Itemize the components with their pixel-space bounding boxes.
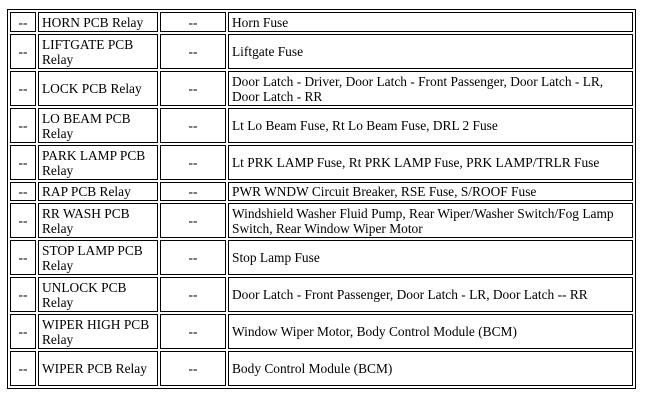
row-marker-cell: -- (10, 71, 36, 106)
row-marker-cell: -- (160, 108, 226, 143)
row-marker-cell: -- (160, 145, 226, 180)
row-marker-cell: -- (160, 351, 226, 386)
relay-name-cell: WIPER PCB Relay (38, 351, 158, 386)
protected-circuits-cell: Liftgate Fuse (228, 34, 633, 69)
table-row (10, 34, 633, 69)
row-marker-cell: -- (160, 277, 226, 312)
row-marker-cell: -- (10, 203, 36, 238)
row-marker-cell: -- (160, 12, 226, 32)
row-marker-cell: -- (160, 182, 226, 201)
relay-table (7, 9, 636, 389)
protected-circuits-cell: Horn Fuse (228, 12, 633, 32)
row-marker-cell: -- (160, 34, 226, 69)
relay-name-cell: WIPER HIGH PCB Relay (38, 314, 158, 349)
protected-circuits-cell: Door Latch - Driver, Door Latch - Front Passenger, Door Latch - LR, Door Latch - RR (228, 71, 633, 106)
protected-circuits-cell: Lt Lo Beam Fuse, Rt Lo Beam Fuse, DRL 2 Fuse (228, 108, 633, 143)
protected-circuits-cell: Lt PRK LAMP Fuse, Rt PRK LAMP Fuse, PRK LAMP/TRLR Fuse (228, 145, 633, 180)
row-marker-cell: -- (160, 203, 226, 238)
row-marker-cell: -- (10, 108, 36, 143)
table-row (10, 203, 633, 238)
protected-circuits-cell: PWR WNDW Circuit Breaker, RSE Fuse, S/ROOF Fuse (228, 182, 633, 201)
row-marker-cell: -- (10, 351, 36, 386)
relay-name-cell: LO BEAM PCB Relay (38, 108, 158, 143)
table-row (10, 108, 633, 143)
table-row (10, 351, 633, 386)
row-marker-cell: -- (10, 145, 36, 180)
relay-name-cell: STOP LAMP PCB Relay (38, 240, 158, 275)
row-marker-cell: -- (160, 71, 226, 106)
protected-circuits-cell: Body Control Module (BCM) (228, 351, 633, 386)
row-marker-cell: -- (10, 314, 36, 349)
row-marker-cell: -- (10, 12, 36, 32)
table-row (10, 182, 633, 201)
relay-name-cell: LOCK PCB Relay (38, 71, 158, 106)
table-row (10, 12, 633, 32)
row-marker-cell: -- (10, 240, 36, 275)
relay-name-cell: LIFTGATE PCB Relay (38, 34, 158, 69)
relay-name-cell: UNLOCK PCB Relay (38, 277, 158, 312)
row-marker-cell: -- (10, 277, 36, 312)
relay-name-cell: RR WASH PCB Relay (38, 203, 158, 238)
row-marker-cell: -- (10, 182, 36, 201)
row-marker-cell: -- (160, 240, 226, 275)
protected-circuits-cell: Door Latch - Front Passenger, Door Latch - LR, Door Latch -- RR (228, 277, 633, 312)
relay-name-cell: HORN PCB Relay (38, 12, 158, 32)
table-row (10, 71, 633, 106)
relay-name-cell: RAP PCB Relay (38, 182, 158, 201)
table-row (10, 314, 633, 349)
table-row (10, 145, 633, 180)
table-row (10, 277, 633, 312)
protected-circuits-cell: Windshield Washer Fluid Pump, Rear Wiper/Washer Switch/Fog Lamp Switch, Rear Window Wiper Motor (228, 203, 633, 238)
table-row (10, 240, 633, 275)
row-marker-cell: -- (160, 314, 226, 349)
relay-name-cell: PARK LAMP PCB Relay (38, 145, 158, 180)
protected-circuits-cell: Window Wiper Motor, Body Control Module (BCM) (228, 314, 633, 349)
row-marker-cell: -- (10, 34, 36, 69)
protected-circuits-cell: Stop Lamp Fuse (228, 240, 633, 275)
